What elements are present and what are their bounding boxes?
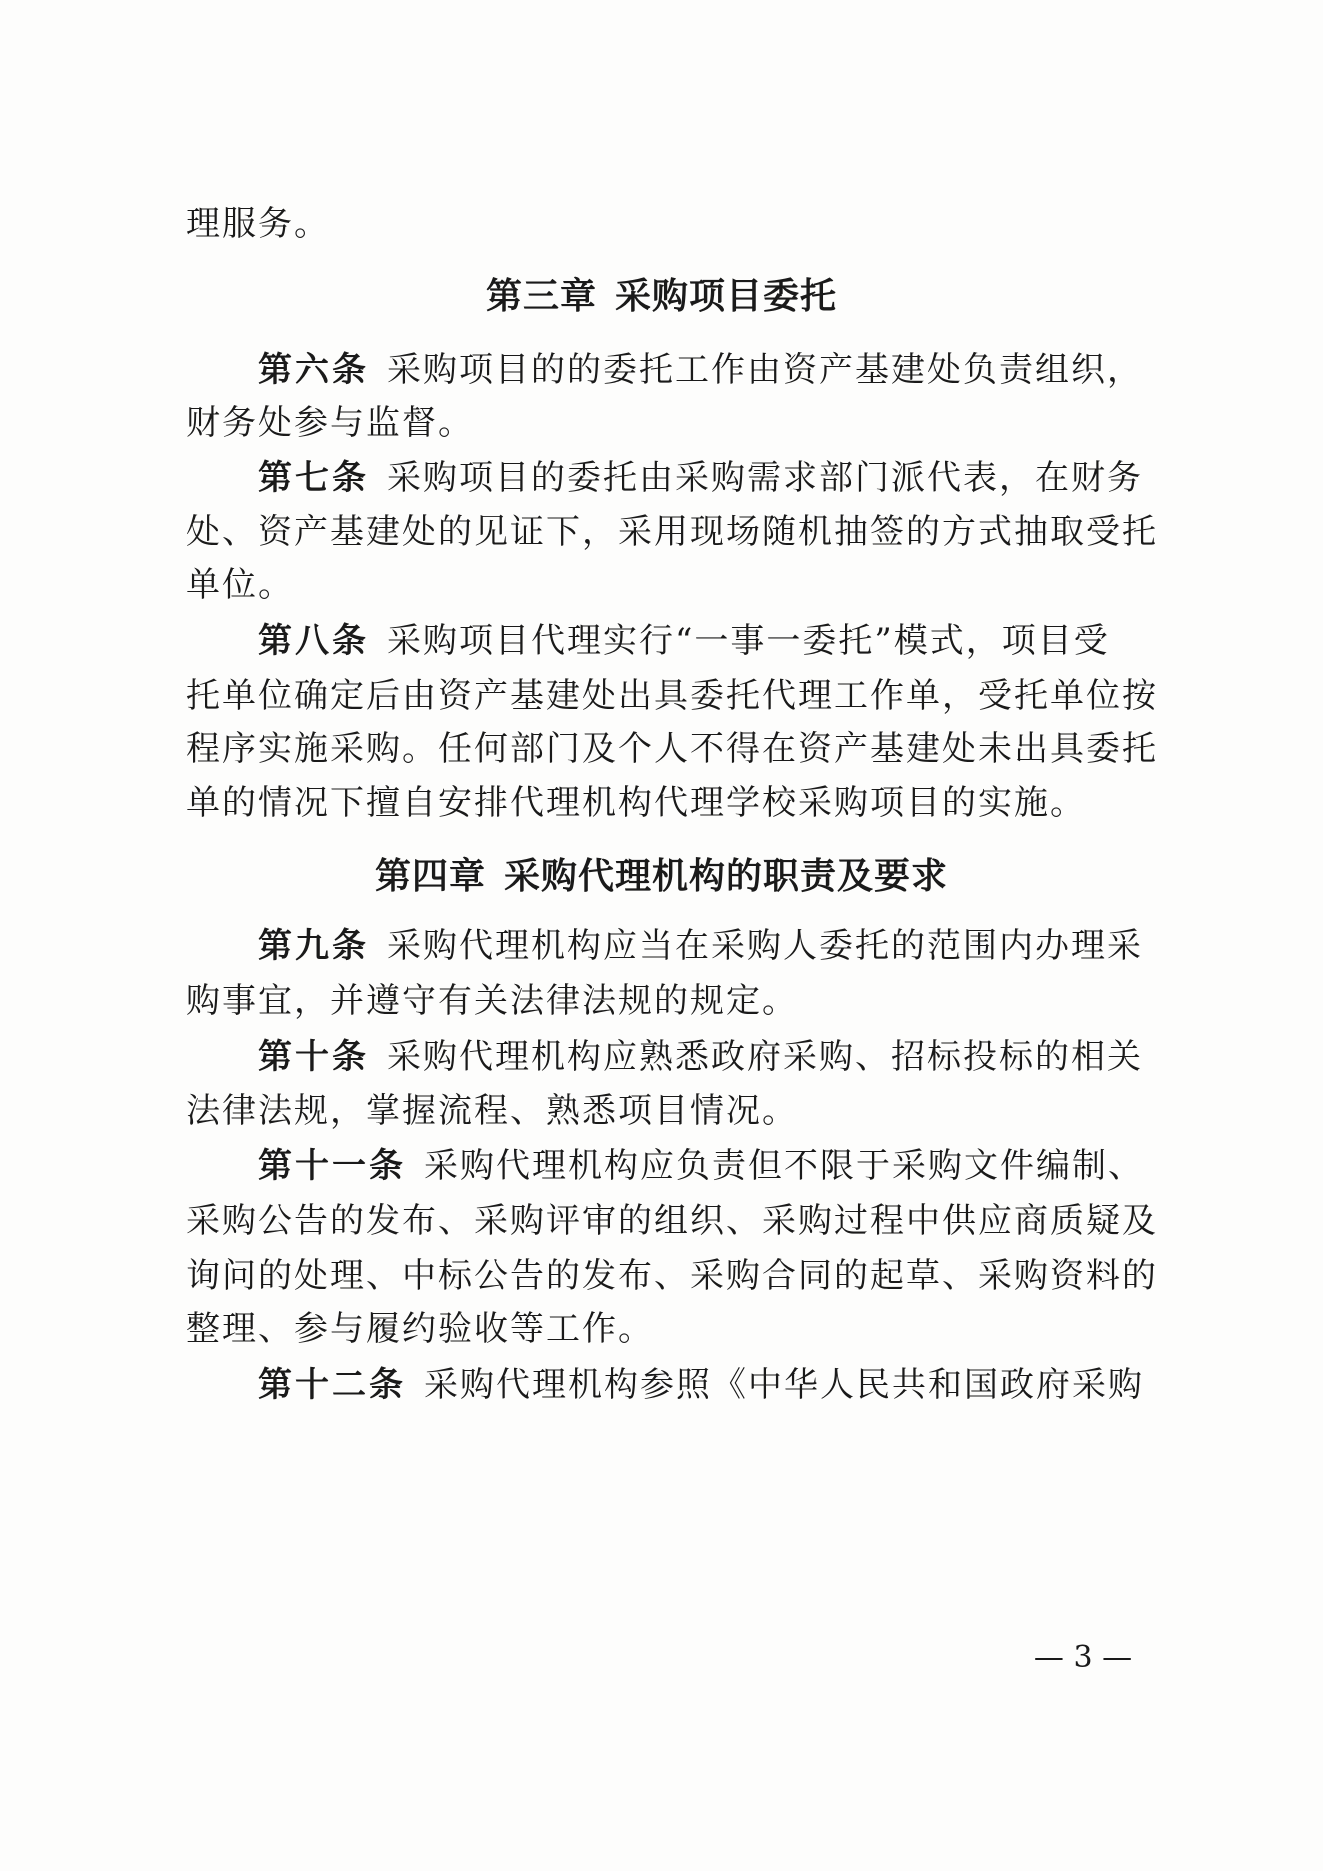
text-line: 单的情况下擅自安排代理机构代理学校采购项目的实施。 xyxy=(186,783,1086,823)
article-number: 第九条 xyxy=(258,926,369,966)
article-number: 第十一条 xyxy=(258,1146,406,1186)
text-line: 采购公告的发布、采购评审的组织、采购过程中供应商质疑及 xyxy=(186,1201,1158,1241)
chapter-heading xyxy=(0,845,1323,909)
text-line: 采购项目的的委托工作由资产基建处负责组织， xyxy=(387,350,1143,390)
text-line: 询问的处理、中标公告的发布、采购合同的起草、采购资料的 xyxy=(186,1256,1158,1296)
text-line: 购事宜，并遵守有关法律法规的规定。 xyxy=(186,981,798,1021)
article-number: 第十二条 xyxy=(258,1365,406,1405)
chapter-heading xyxy=(0,265,1323,329)
text-line: 采购项目代理实行“一事一委托”模式，项目受 xyxy=(387,621,1110,661)
text-line: 处、资产基建处的见证下，采用现场随机抽签的方式抽取受托 xyxy=(186,512,1158,552)
chapter-title: 采购项目委托 xyxy=(615,276,838,317)
page-number: — 3 — xyxy=(1033,1640,1133,1675)
text-line: 程序实施采购。任何部门及个人不得在资产基建处未出具委托 xyxy=(186,729,1158,769)
text-line: 采购代理机构应熟悉政府采购、招标投标的相关 xyxy=(387,1037,1143,1077)
text-line: 采购代理机构应当在采购人委托的范围内办理采 xyxy=(387,926,1143,966)
text-line: 法律法规，掌握流程、熟悉项目情况。 xyxy=(186,1091,798,1131)
chapter-number: 第四章 xyxy=(374,856,486,897)
article-number: 第七条 xyxy=(258,458,369,498)
text-line: 采购代理机构参照《中华人民共和国政府采购 xyxy=(424,1365,1144,1405)
text-line: 采购项目的委托由采购需求部门派代表，在财务 xyxy=(387,458,1143,498)
text-line: 理服务。 xyxy=(186,204,330,244)
text-line: 单位。 xyxy=(186,565,294,605)
text-line: 财务处参与监督。 xyxy=(186,403,474,443)
text-line: 采购代理机构应负责但不限于采购文件编制、 xyxy=(424,1146,1144,1186)
text-line: 整理、参与履约验收等工作。 xyxy=(186,1309,654,1349)
chapter-number: 第三章 xyxy=(485,276,597,317)
article-number: 第八条 xyxy=(258,621,369,661)
text-line: 托单位确定后由资产基建处出具委托代理工作单，受托单位按 xyxy=(186,676,1158,716)
article-paragraph-start xyxy=(258,1353,1182,1417)
chapter-title: 采购代理机构的职责及要求 xyxy=(504,856,949,897)
article-number: 第十条 xyxy=(258,1037,369,1077)
article-number: 第六条 xyxy=(258,350,369,390)
